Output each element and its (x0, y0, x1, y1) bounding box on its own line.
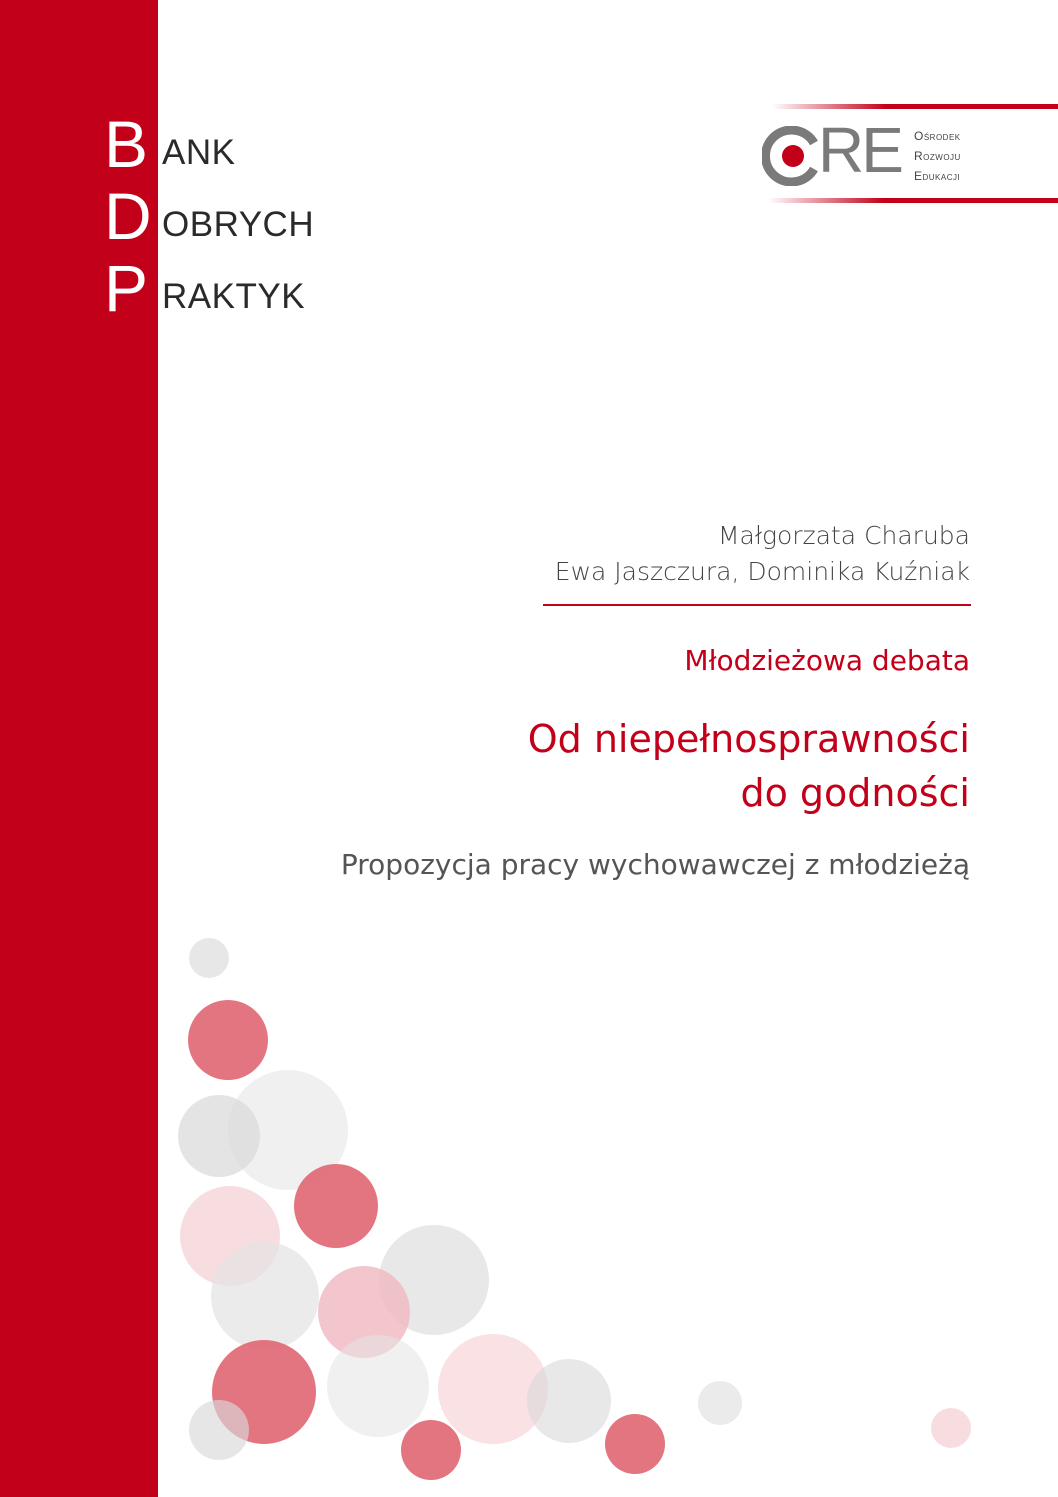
wordmark-initial: D (104, 178, 152, 253)
wordmark-rest: RAKTYK (162, 277, 306, 316)
logo-word: Ośrodek (914, 129, 961, 143)
author-line: Małgorzata Charuba (717, 521, 970, 550)
bubble (211, 1242, 319, 1350)
bubble (605, 1414, 665, 1474)
bubble (527, 1359, 611, 1443)
logo-word: Edukacji (914, 169, 961, 183)
wordmark-rest: ANK (162, 133, 236, 172)
bubble (327, 1335, 429, 1437)
wordmark-initial: P (104, 250, 149, 325)
logo-word: Rozwoju (914, 149, 961, 163)
bubble (294, 1164, 378, 1248)
logo-letters: RE (818, 114, 901, 186)
author-line: Ewa Jaszczura, Dominika Kuźniak (554, 557, 970, 586)
bubble (401, 1420, 461, 1480)
bubble (178, 1095, 260, 1177)
bubble (698, 1381, 742, 1425)
wordmark-initial: B (104, 106, 148, 181)
wordmark-rest: OBRYCH (162, 205, 315, 244)
bubble (931, 1408, 971, 1448)
bubble (189, 938, 229, 978)
bubble (189, 1400, 249, 1460)
title-line: do godności (740, 771, 970, 815)
title-line: Od niepełnosprawności (527, 717, 970, 761)
subtitle: Młodzieżowa debata (684, 644, 970, 677)
bubble (188, 1000, 268, 1080)
tagline: Propozycja pracy wychowawczej z młodzieżą (340, 848, 970, 881)
